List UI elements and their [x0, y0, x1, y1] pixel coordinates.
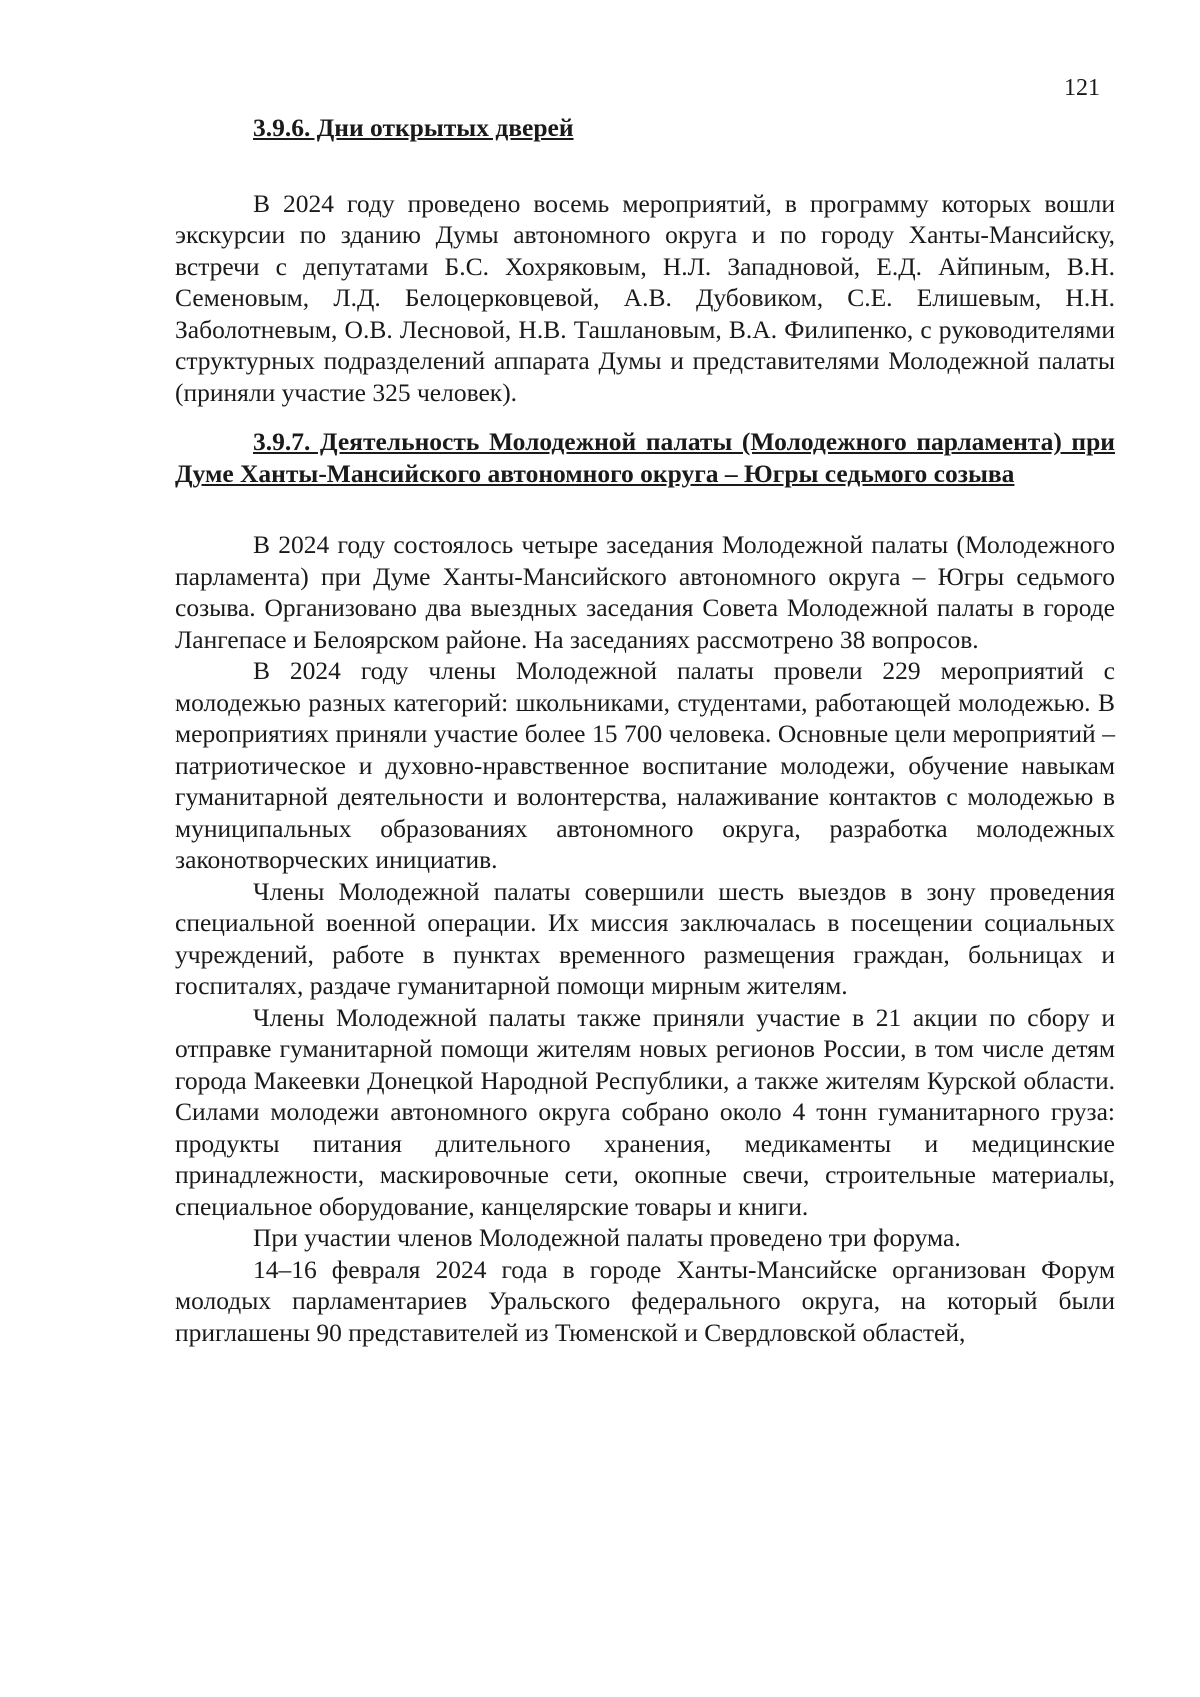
paragraph: При участии членов Молодежной палаты проведено три форума.	[253, 1223, 961, 1252]
page-content	[175, 112, 1115, 1348]
paragraph: Члены Молодежной палаты также приняли участие в 21 акции по сбору и отправке гуманитарной помощи жителям новых регионов России, в том числе детям города Макеевки Донецкой Народной Республики, а также жителям Курской области. Силами молодежи автономного округа собрано около 4 тонн гуманитарного груза: продукты питания длительного хранения, медикаменты и медицинские принадлежности, маскировочные сети, окопные свечи, строительные материалы, специальное оборудование, канцелярские товары и книги.	[175, 1002, 1115, 1221]
paragraph: В 2024 году проведено восемь мероприятий, в программу которых вошли экскурсии по зданию Думы автономного округа и по городу Ханты-Мансийску, встречи с депутатами Б.С. Хохряковым, Н.Л. Западновой, Е.Д. Айпиным, В.Н. Семеновым, Л.Д. Белоцерковцевой, А.В. Дубовиком, С.Е. Елишевым, Н.Н. Заболотневым, О.В. Лесновой, Н.В. Ташлановым, В.А. Филипенко, с руководителями структурных подразделений аппарата Думы и представителями Молодежной палаты (приняли участие 325 человек).	[175, 188, 1115, 407]
page-number: 121	[1064, 75, 1100, 101]
paragraph: В 2024 году члены Молодежной палаты провели 229 мероприятий с молодежью разных категорий: школьниками, студентами, работающей молодежью. В мероприятиях приняли участие более 15 700 человека. Основные цели мероприятий – патриотическое и духовно-нравственное воспитание молодежи, обучение навыкам гуманитарной деятельности и волонтерства, налаживание контактов с молодежью в муниципальных образованиях автономного округа, разработка молодежных законотворческих инициатив.	[175, 656, 1115, 874]
section-heading-open-days: 3.9.6. Дни открытых дверей	[253, 113, 574, 142]
paragraph: Члены Молодежной палаты совершили шесть выездов в зону проведения специальной военной операции. Их миссия заключалась в посещении социальных учреждений, работе в пунктах временного размещения граждан, больницах и госпиталях, раздаче гуманитарной помощи мирным жителям.	[175, 876, 1115, 1000]
paragraph: 14–16 февраля 2024 года в городе Ханты-Мансийске организован Форум молодых парламентариев Уральского федерального округа, на который были приглашены 90 представителей из Тюменской и Свердловской областей,	[175, 1254, 1115, 1347]
section-heading-youth-chamber: 3.9.7. Деятельность Молодежной палаты (Молодежного парламента) при Думе Ханты-Мансийского автономного округа – Югры седьмого созыва	[175, 427, 1115, 488]
paragraph: В 2024 году состоялось четыре заседания Молодежной палаты (Молодежного парламента) при Думе Ханты-Мансийского автономного округа – Югры седьмого созыва. Организовано два выездных заседания Совета Молодежной палаты в городе Лангепасе и Белоярском районе. На заседаниях рассмотрено 38 вопросов.	[175, 530, 1115, 654]
